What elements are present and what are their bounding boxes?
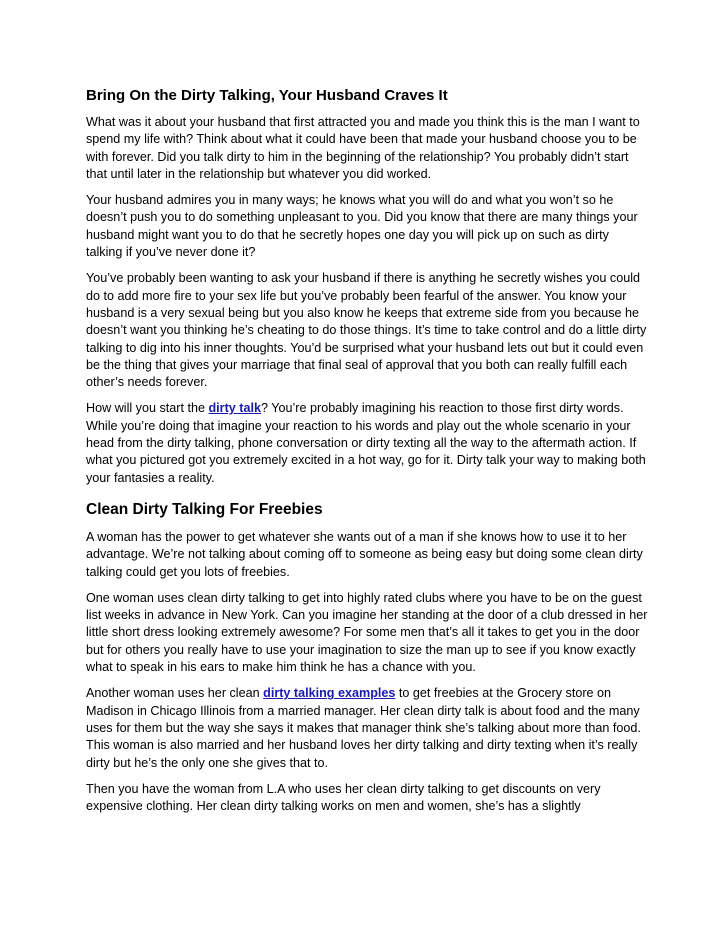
paragraph-8: Then you have the woman from L.A who uses her clean dirty talking to get discounts on very expensive clothing. Her clean dirty talking works on men and women, she’s has a slightly xyxy=(86,781,601,814)
paragraph-4-text-start: How will you start the xyxy=(86,401,209,416)
document-page xyxy=(86,86,648,824)
paragraph-3: You’ve probably been wanting to ask your husband if there is anything he secretly wishes you could do to add more fire to your sex life but you’ve probably been fearful of the answer. You know your husband is a very sexual being but you also know he keeps that extreme side from you because he doesn’t want you thinking he’s cheating to do those things. It’s time to take control and do a little dirty talking to dig into his inner thoughts. You’d be surprised what your husband lets out but it could even be the thing that gives your marriage that final seal of approval that you both can really fulfill each other’s needs forever. xyxy=(86,271,647,390)
paragraph-2: Your husband admires you in many ways; he knows what you will do and what you won’t so he doesn’t push you to do something unpleasant to you. Did you know that there are many things your husband might want you to do that he secretly hopes one day you will pick up on such as dirty talking if you’ve never done it? xyxy=(86,193,638,260)
paragraph-7-text-start: Another woman uses her clean xyxy=(86,686,264,701)
paragraph-6: One woman uses clean dirty talking to get into highly rated clubs where you have to be on the guest list weeks in advance in New York. Can you imagine her standing at the door of a club dressed in her little short dress looking extremely awesome? For some men that’s all it takes to get you in the door but for others you really have to use your imagination to size the man up to see if you know exactly what to speak in his ears to make him think he has a chance with you. xyxy=(86,590,648,675)
section-heading: Clean Dirty Talking For Freebies xyxy=(86,500,323,518)
paragraph-7 xyxy=(86,685,648,771)
dirty-talk-link[interactable]: dirty talk xyxy=(208,401,261,416)
article-title: Bring On the Dirty Talking, Your Husband Craves It xyxy=(86,87,448,104)
paragraph-4-text-end: ? You’re probably imagining his reaction to those first dirty words. While you’re doing that imagine your reaction to his words and play out the whole scenario in your head from the dirty talking, phone conversation or dirty texting all the way to the aftermath action. If what you pictured got you extremely excited in a hot way, go for it. Dirty talk your way to making both your fantasies a reality. xyxy=(86,401,646,485)
dirty-talking-examples-link[interactable]: dirty talking examples xyxy=(263,686,396,701)
paragraph-4 xyxy=(86,400,648,486)
paragraph-1: What was it about your husband that first attracted you and made you think this is the man I want to spend my life with? Think about what it could have been that made your husband choose you to be with forever. Did you talk dirty to him in the beginning of the relationship? You probably didn’t start that until later in the relationship but whatever you did worked. xyxy=(86,115,640,181)
paragraph-7-text-end: to get freebies at the Grocery store on Madison in Chicago Illinois from a married manager. Her clean dirty talk is about food and the many uses for them but the way she says it makes that manager think she’s talking about more than food. This woman is also married and her husband loves her dirty talking and dirty texting when it’s really dirty but he’s the only one she gives that to. xyxy=(86,686,641,770)
paragraph-5: A woman has the power to get whatever she wants out of a man if she knows how to use it to her advantage. We’re not talking about coming off to someone as being easy but doing some clean dirty talking could get you lots of freebies. xyxy=(86,529,643,579)
